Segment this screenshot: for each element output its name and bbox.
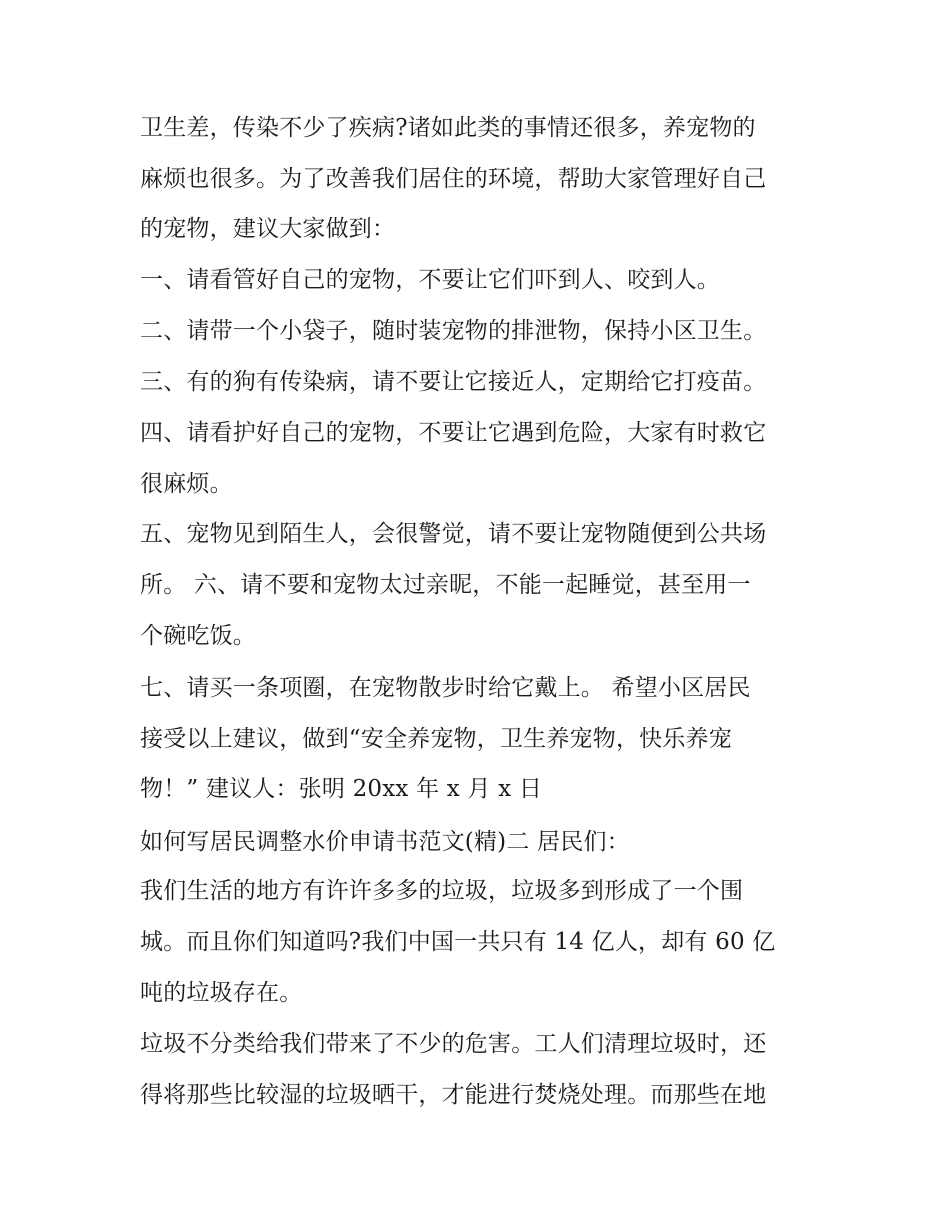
text-line: 四、请看护好自己的宠物，不要让它遇到危险，大家有时救它 (140, 420, 767, 446)
text-line: 如何写居民调整水价申请书范文(精)二 居民们： (140, 829, 630, 855)
text-line: 吨的垃圾存在。 (140, 980, 303, 1006)
text-line: 我们生活的地方有许许多多的垃圾，垃圾多到形成了一个围 (140, 878, 744, 904)
text-line: 七、请买一条项圈，在宠物散步时给它戴上。 希望小区居民 (140, 675, 751, 701)
text-line: 一、请看管好自己的宠物，不要让它们吓到人、咬到人。 (140, 267, 720, 293)
text-line: 垃圾不分类给我们带来了不少的危害。工人们清理垃圾时，还 (140, 1031, 767, 1057)
text-line: 很麻烦。 (140, 471, 233, 497)
text-line: 的宠物，建议大家做到： (140, 216, 396, 242)
text-line: 麻烦也很多。为了改善我们居住的环境，帮助大家管理好自己 (140, 166, 767, 192)
text-line: 三、有的狗有传染病，请不要让它接近人，定期给它打疫苗。 (140, 369, 767, 395)
text-line: 城。而且你们知道吗?我们中国一共只有 14 亿人，却有 60 亿 (140, 929, 776, 955)
text-line: 五、宠物见到陌生人，会很警觉，请不要让宠物随便到公共场 (140, 521, 767, 547)
text-line: 所。 六、请不要和宠物太过亲昵，不能一起睡觉，甚至用一 (140, 572, 751, 598)
text-line: 个碗吃饭。 (140, 623, 256, 649)
text-line: 物！” 建议人：张明 20xx 年 x 月 x 日 (140, 776, 543, 802)
text-line: 二、请带一个小袋子，随时装宠物的排泄物，保持小区卫生。 (140, 318, 767, 344)
text-line: 接受以上建议，做到“安全养宠物，卫生养宠物，快乐养宠 (140, 726, 732, 752)
text-line: 得将那些比较湿的垃圾晒干，才能进行焚烧处理。而那些在地 (140, 1082, 767, 1108)
text-line: 卫生差，传染不少了疾病?诸如此类的事情还很多，养宠物的 (140, 115, 756, 141)
